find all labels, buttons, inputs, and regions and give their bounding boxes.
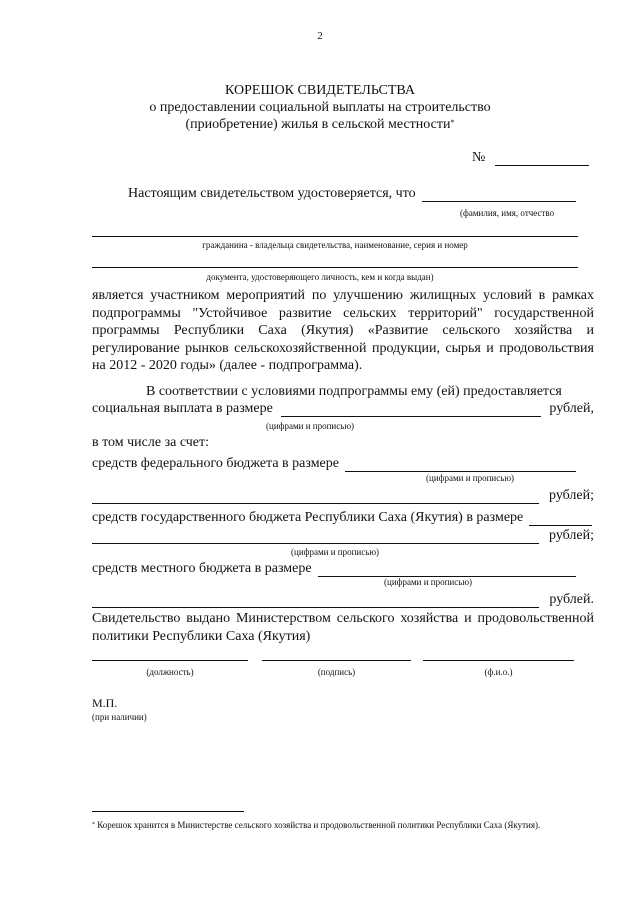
social-payment-amount-line[interactable] [281,403,542,417]
social-payment-label: социальная выплата в размере [92,401,273,416]
local-budget-words-line[interactable] [92,594,539,608]
issued-by-paragraph: Свидетельство выдано Министерством сельского хозяйства и продовольственной политики Республики Саха (Якутия) [92,611,594,644]
page-number: 2 [317,30,323,42]
local-budget-amount-line[interactable] [318,563,576,577]
number-label: № [472,150,486,165]
footnote [92,819,594,831]
conditions-paragraph-start: В соответствии с условиями подпрограммы ему (ей) предоставляется [146,384,562,399]
local-budget-label: средств местного бюджета в размере [92,561,312,576]
certificate-number-field [472,150,589,166]
hint-if-available: (при наличии) [92,712,147,722]
state-budget-words-row [92,528,594,544]
state-budget-amount-line[interactable] [529,512,592,526]
state-budget-rubles: рублей; [549,528,594,543]
participant-paragraph: является участником мероприятий по улучшению жилищных условий в рамках подпрограммы "Устойчивое развитие сельских территорий" государственной программы Республики Саха (Якутия) «Развитие сельского хозяйства и регулирование рынков сельскохозяйственной продукции, сырья и продовольствия на 2012 - 2020 годы» (далее - подпрограмма). [92,288,594,373]
initials-line[interactable] [423,660,574,661]
title-footnote-mark: * [450,118,455,127]
social-payment-row [92,401,594,417]
state-budget-label: средств государственного бюджета Республики Саха (Якутия) в размере [92,510,524,525]
local-budget-rubles: рублей. [549,592,594,607]
holder-document-line[interactable] [92,236,578,237]
local-budget-row [92,561,578,577]
document-issuer-line[interactable] [92,267,578,268]
federal-budget-row [92,456,578,472]
certify-text: Настоящим свидетельством удостоверяется, что [128,186,416,201]
federal-budget-amount-line[interactable] [345,458,576,472]
stamp-label: М.П. [92,696,118,710]
hint-initials: (ф.и.о.) [484,667,513,677]
local-budget-words-row [92,592,594,608]
footnote-separator [92,811,244,812]
hint-position: (должность) [146,667,194,677]
document-subtitle-line1: о предоставлении социальной выплаты на строительство [149,100,491,115]
hint-fio: (фамилия, имя, отчество [460,208,555,218]
hint-digits-state: (цифрами и прописью) [291,547,380,557]
hint-digits-social: (цифрами и прописью) [266,421,355,431]
federal-budget-label: средств федерального бюджета в размере [92,456,339,471]
number-input-line[interactable] [495,151,589,166]
federal-budget-words-line[interactable] [92,490,539,504]
state-budget-words-line[interactable] [92,530,539,544]
footnote-mark: * [92,822,95,828]
federal-budget-rubles: рублей; [549,488,594,503]
certify-row [128,186,578,202]
hint-digits-local: (цифрами и прописью) [384,577,473,587]
state-budget-row [92,510,594,526]
footnote-text: Корешок хранится в Министерстве сельского хозяйства и продовольственной политики Республики Саха (Якутия). [97,820,541,830]
hint-document: документа, удостоверяющего личность, кем и когда выдан) [206,272,434,282]
document-subtitle-line2: (приобретение) жилья в сельской местности* [185,117,455,132]
holder-name-line[interactable] [422,188,576,202]
document-title: КОРЕШОК СВИДЕТЕЛЬСТВА [225,83,415,98]
signature-line[interactable] [262,660,411,661]
hint-citizen: гражданина - владельца свидетельства, наименование, серия и номер [202,240,468,250]
social-payment-rubles: рублей, [549,401,594,416]
federal-budget-words-row [92,488,594,504]
including-label: в том числе за счет: [92,435,210,450]
position-line[interactable] [92,660,248,661]
hint-digits-federal: (цифрами и прописью) [426,473,515,483]
hint-signature: (подпись) [317,667,356,677]
